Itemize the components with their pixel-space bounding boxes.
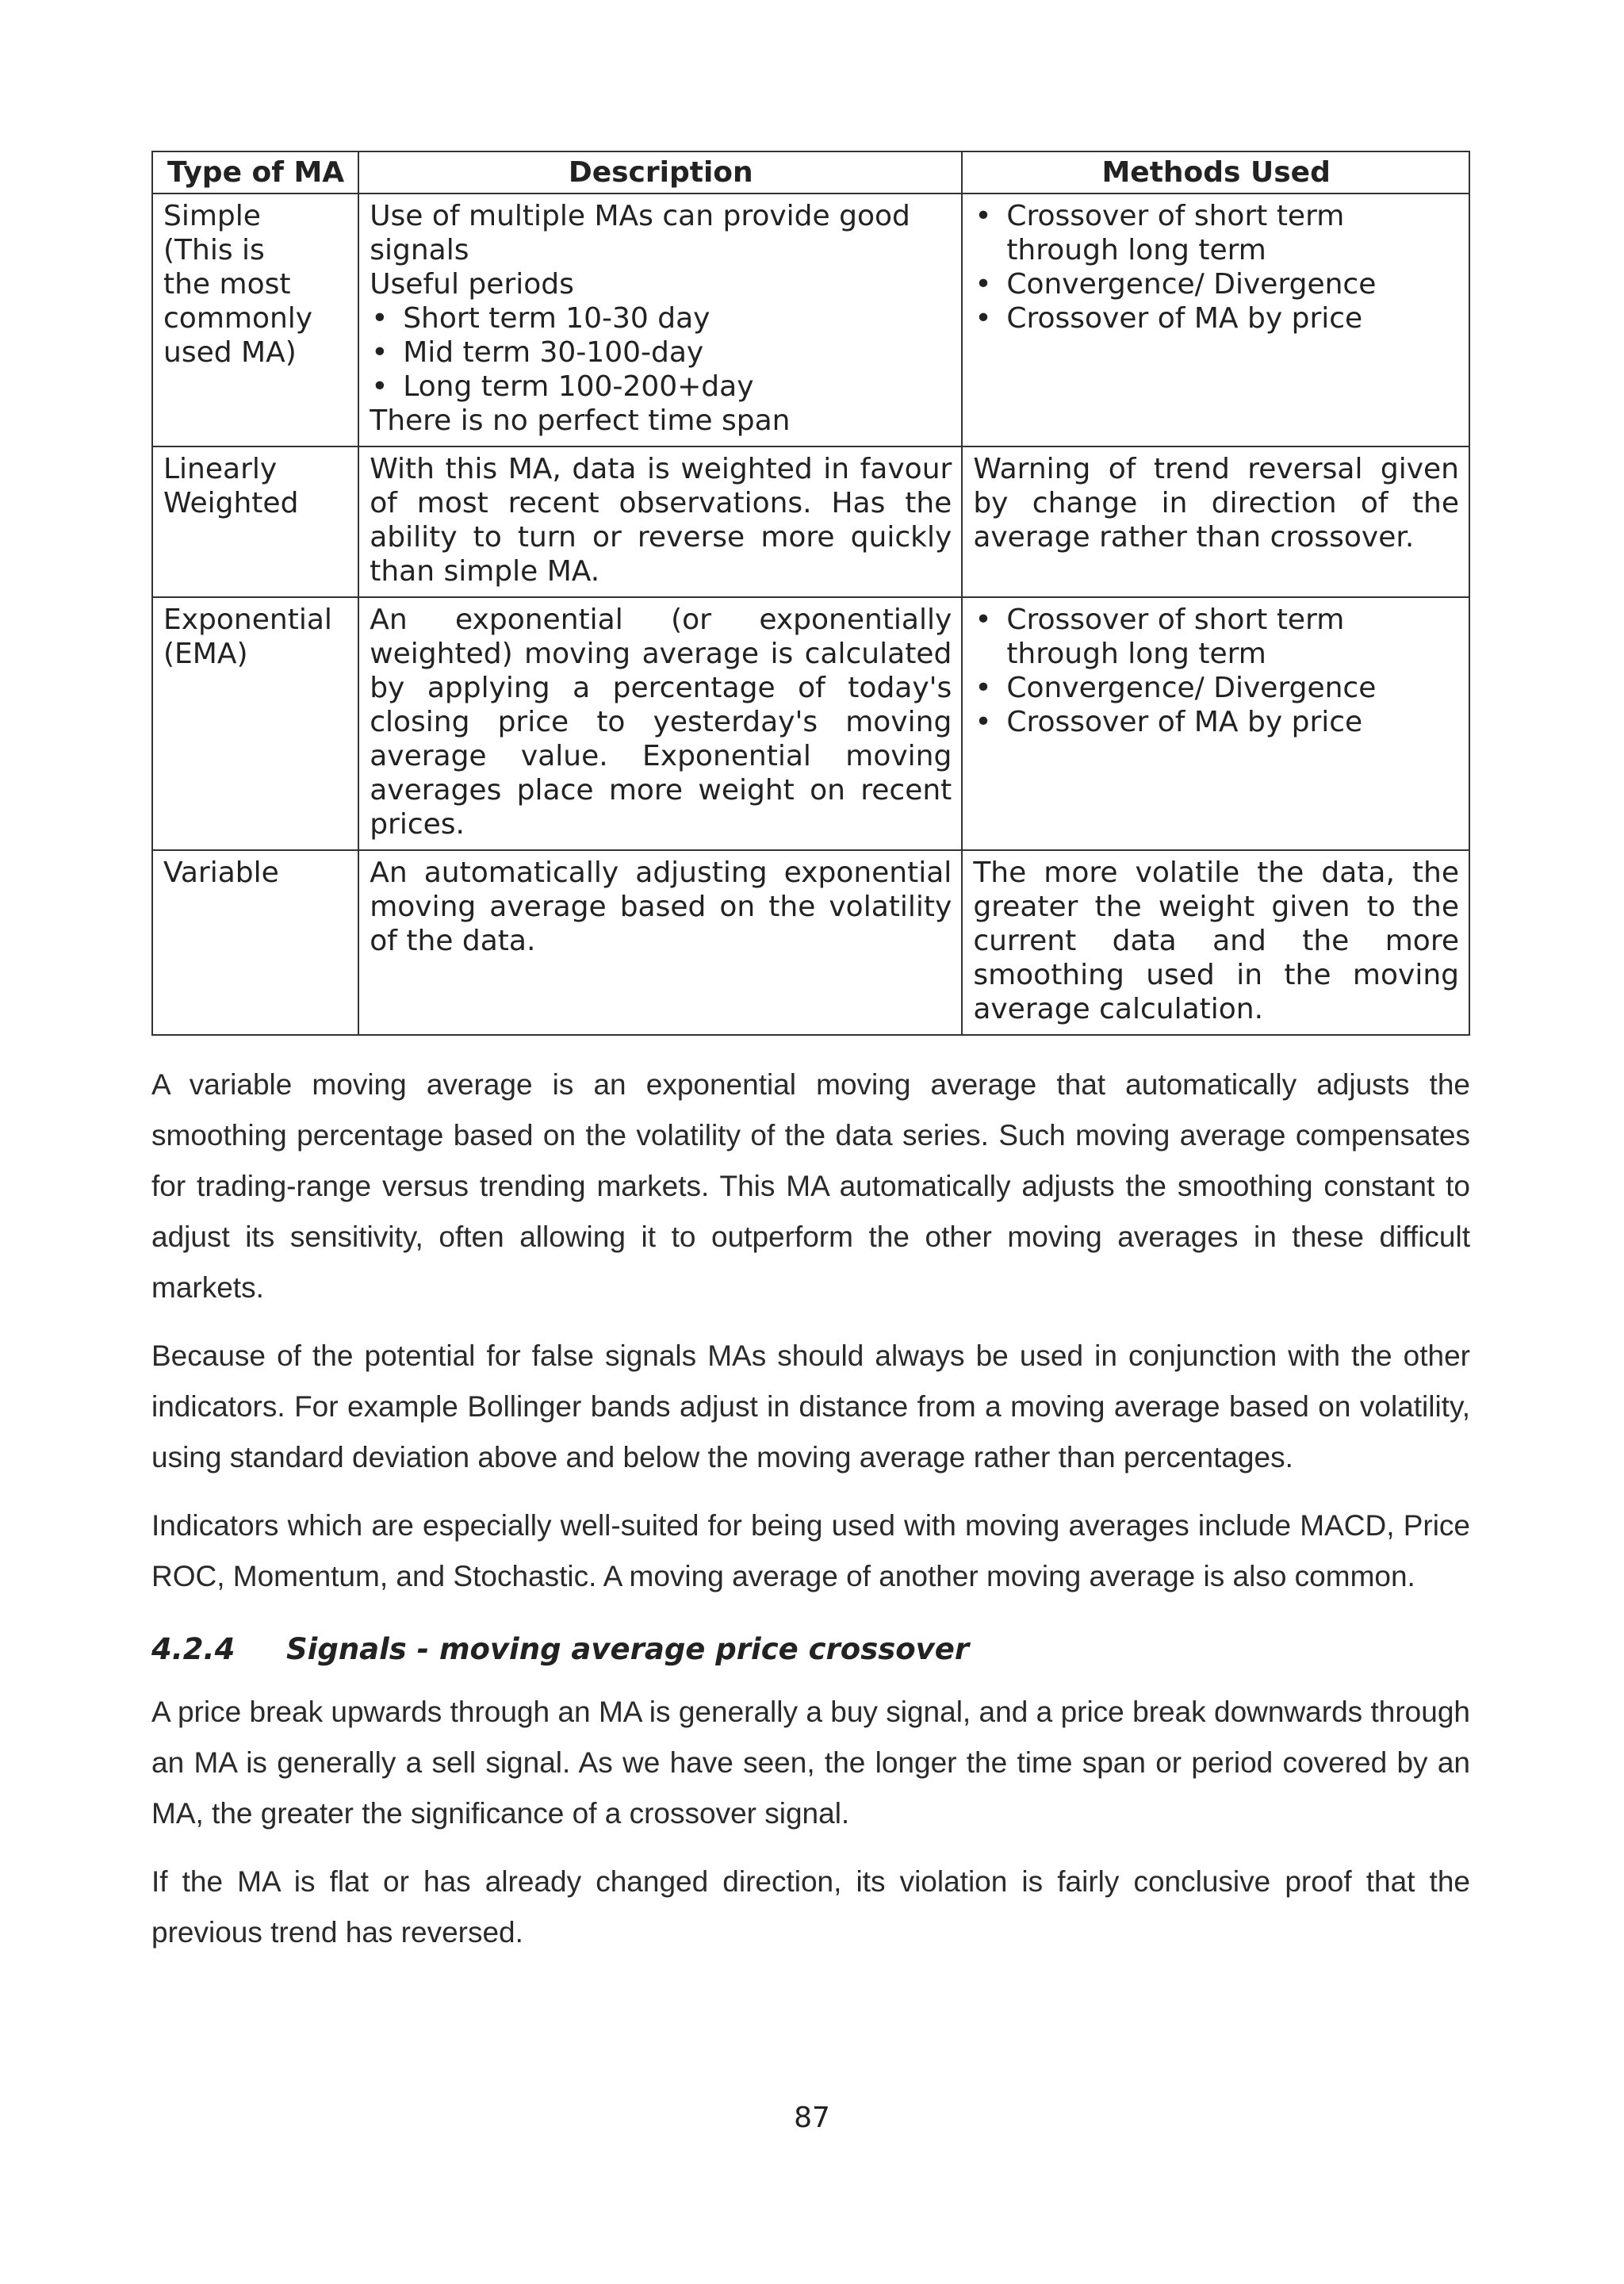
page-content — [151, 151, 1470, 1976]
table-row — [152, 597, 1469, 850]
bullet-icon: • — [975, 302, 992, 335]
list-item — [370, 370, 952, 404]
type-line: Exponential — [163, 604, 332, 636]
page-number: 87 — [794, 2102, 830, 2134]
description-line: Useful periods — [370, 268, 574, 301]
type-line: Variable — [163, 856, 279, 889]
type-line: Weighted — [163, 487, 299, 519]
type-line: (EMA) — [163, 638, 248, 670]
list-item-text: Convergence/ Divergence — [1006, 268, 1377, 301]
list-item-text: Short term 10-30 day — [403, 302, 710, 335]
type-line: Simple — [163, 200, 261, 232]
methods-bullet-list — [973, 199, 1459, 335]
type-line: the most — [163, 268, 291, 301]
bullet-icon: • — [371, 370, 389, 403]
methods-cell — [962, 194, 1469, 446]
list-item-text: Long term 100-200+day — [403, 370, 754, 403]
description-cell: With this MA, data is weighted in favour of most recent observations. Has the ability to turn or reverse more quickly than simple MA. — [358, 446, 962, 597]
list-item-text: Crossover of short term through long term — [1006, 200, 1345, 266]
header-type-of-ma: Type of MA — [152, 151, 358, 194]
type-line: commonly — [163, 302, 313, 335]
header-methods-used: Methods Used — [962, 151, 1469, 194]
moving-average-types-table — [151, 151, 1470, 1036]
list-item-text: Crossover of MA by price — [1006, 706, 1363, 738]
list-item — [973, 671, 1459, 705]
body-paragraph: Because of the potential for false signals MAs should always be used in conjunction with the other indicators. For example Bollinger bands adjust in distance from a moving average based on volatility, using standard deviation above and below the moving average rather than percentages. — [151, 1339, 1470, 1473]
description-line: Use of multiple MAs can provide good — [370, 200, 910, 232]
bullet-icon: • — [975, 672, 992, 704]
type-cell — [152, 446, 358, 597]
description-cell — [358, 194, 962, 446]
type-cell — [152, 597, 358, 850]
type-cell — [152, 850, 358, 1035]
list-item-text: Mid term 30-100-day — [403, 336, 704, 369]
description-bullet-list — [370, 301, 952, 404]
bullet-icon: • — [975, 200, 992, 232]
list-item — [973, 301, 1459, 335]
header-description: Description — [358, 151, 962, 194]
bullet-icon: • — [975, 604, 992, 636]
list-item — [370, 335, 952, 370]
bullet-icon: • — [975, 706, 992, 738]
list-item — [370, 301, 952, 335]
description-cell: An automatically adjusting exponential moving average based on the volatility of the data. — [358, 850, 962, 1035]
list-item-text: Convergence/ Divergence — [1006, 672, 1377, 704]
description-cell: An exponential (or exponentially weighted) moving average is calculated by applying a percentage of today's closing price to yesterday's moving average value. Exponential moving averages place more weight on recent prices. — [358, 597, 962, 850]
type-line: Linearly — [163, 453, 278, 485]
list-item — [973, 199, 1459, 267]
methods-cell — [962, 597, 1469, 850]
type-line: (This is — [163, 234, 265, 266]
list-item — [973, 603, 1459, 671]
list-item — [973, 705, 1459, 739]
bullet-icon: • — [371, 336, 389, 369]
type-cell — [152, 194, 358, 446]
description-line: There is no perfect time span — [370, 404, 791, 437]
methods-bullet-list — [973, 603, 1459, 739]
bullet-icon: • — [975, 268, 992, 301]
list-item — [973, 267, 1459, 301]
list-item-text: Crossover of short term through long term — [1006, 604, 1345, 670]
type-line: used MA) — [163, 336, 297, 369]
body-paragraph: A price break upwards through an MA is generally a buy signal, and a price break downwards through an MA is generally a sell signal. As we have seen, the longer the time span or period covered by an MA, the greater the significance of a crossover signal. — [151, 1696, 1470, 1830]
body-paragraph: A variable moving average is an exponential moving average that automatically adjusts the smoothing percentage based on the volatility of the data series. Such moving average compensates for trading-range versus trending markets. This MA automatically adjusts the smoothing constant to adjust its sensitivity, often allowing it to outperform the other moving averages in these difficult markets. — [151, 1068, 1470, 1304]
section-heading — [151, 1632, 1470, 1666]
table-row — [152, 446, 1469, 597]
body-paragraph: Indicators which are especially well-suited for being used with moving averages include MACD, Price ROC, Momentum, and Stochastic. A moving average of another moving average is also common. — [151, 1509, 1470, 1592]
methods-cell: Warning of trend reversal given by change in direction of the average rather than crossover. — [962, 446, 1469, 597]
section-title: Signals - moving average price crossover — [286, 1632, 970, 1666]
table-row — [152, 194, 1469, 446]
description-line: signals — [370, 234, 469, 266]
table-header-row — [152, 151, 1469, 194]
bullet-icon: • — [371, 302, 389, 335]
section-number: 4.2.4 — [151, 1632, 236, 1666]
methods-cell: The more volatile the data, the greater the weight given to the current data and the more smoothing used in the moving average calculation. — [962, 850, 1469, 1035]
list-item-text: Crossover of MA by price — [1006, 302, 1363, 335]
table-row — [152, 850, 1469, 1035]
body-paragraph: If the MA is flat or has already changed direction, its violation is fairly conclusive proof that the previous trend has reversed. — [151, 1865, 1470, 1949]
